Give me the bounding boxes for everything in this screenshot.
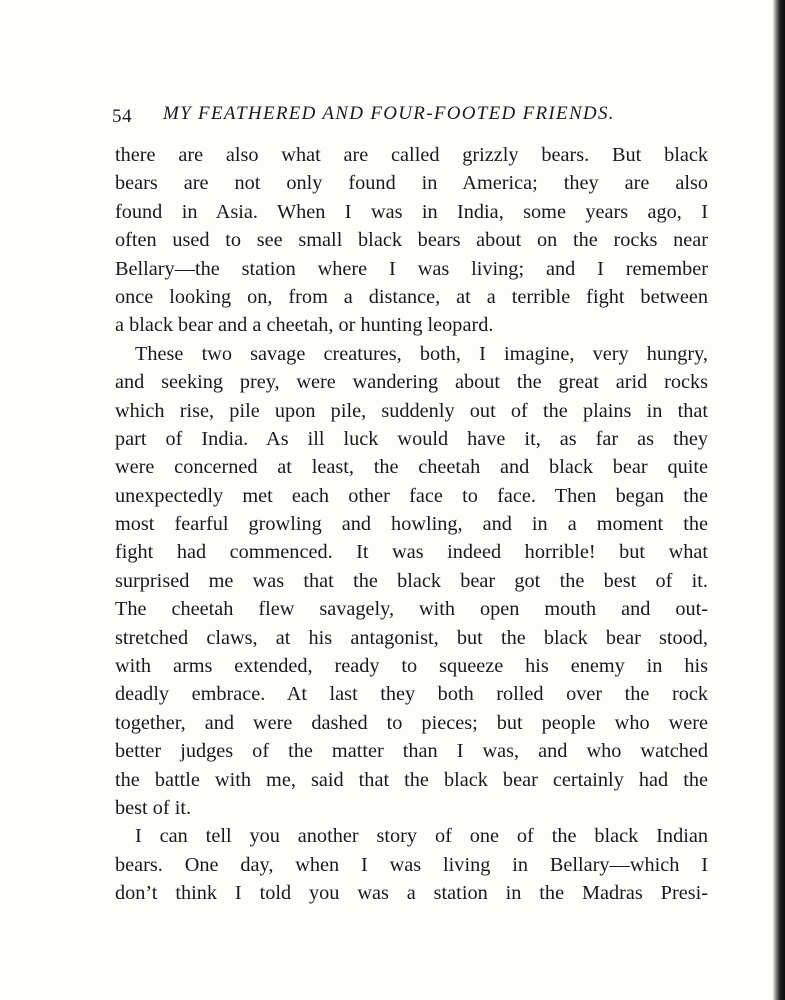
text-line: don’t think I told you was a station in the Madras Presi- (115, 882, 708, 905)
running-header (112, 103, 672, 133)
text-line: I can tell you another story of one of the black Indian (135, 825, 708, 848)
text-line: better judges of the matter than I was, and who watched (115, 740, 708, 763)
text-line: with arms extended, ready to squeeze his enemy in his (115, 655, 708, 678)
text-line: surprised me was that the black bear got the best of it. (115, 569, 708, 592)
running-title: MY FEATHERED AND FOUR-FOOTED FRIENDS. (163, 103, 615, 124)
text-line: unexpectedly met each other face to face. Then began the (115, 484, 708, 507)
text-line: deadly embrace. At last they both rolled over the rock (115, 683, 708, 706)
text-line: a black bear and a cheetah, or hunting leopard. (115, 314, 494, 337)
text-line: were concerned at least, the cheetah and black bear quite (115, 456, 708, 479)
text-line: once looking on, from a distance, at a terrible fight between (115, 285, 708, 308)
text-line: there are also what are called grizzly bears. But black (115, 144, 708, 166)
text-line: most fearful growling and howling, and in a moment the (115, 513, 708, 536)
text-line: part of India. As ill luck would have it, as far as they (115, 427, 708, 450)
text-line: which rise, pile upon pile, suddenly out of the plains in that (115, 399, 708, 422)
text-line: The cheetah flew savagely, with open mouth and out- (115, 598, 708, 621)
page-edge-shadow (773, 0, 785, 1000)
text-line: bears. One day, when I was living in Bellary—which I (115, 853, 708, 876)
text-line: the battle with me, said that the black bear certainly had the (115, 768, 708, 791)
text-line: found in Asia. When I was in India, some years ago, I (115, 200, 708, 223)
text-line: best of it. (115, 796, 192, 819)
text-line: Bellary—the station where I was living; and I remember (115, 257, 708, 280)
text-line: bears are not only found in America; they are also (115, 172, 708, 195)
text-line: often used to see small black bears about on the rocks near (115, 229, 708, 252)
text-line: together, and were dashed to pieces; but people who were (115, 711, 708, 734)
text-line: These two savage creatures, both, I imagine, very hungry, (135, 342, 708, 365)
page-number: 54 (112, 106, 133, 127)
text-line: fight had commenced. It was indeed horrible! but what (115, 541, 708, 564)
text-line: stretched claws, at his antagonist, but the black bear stood, (115, 626, 708, 649)
text-line: and seeking prey, were wandering about the great arid rocks (115, 371, 708, 394)
body-text (115, 141, 708, 908)
